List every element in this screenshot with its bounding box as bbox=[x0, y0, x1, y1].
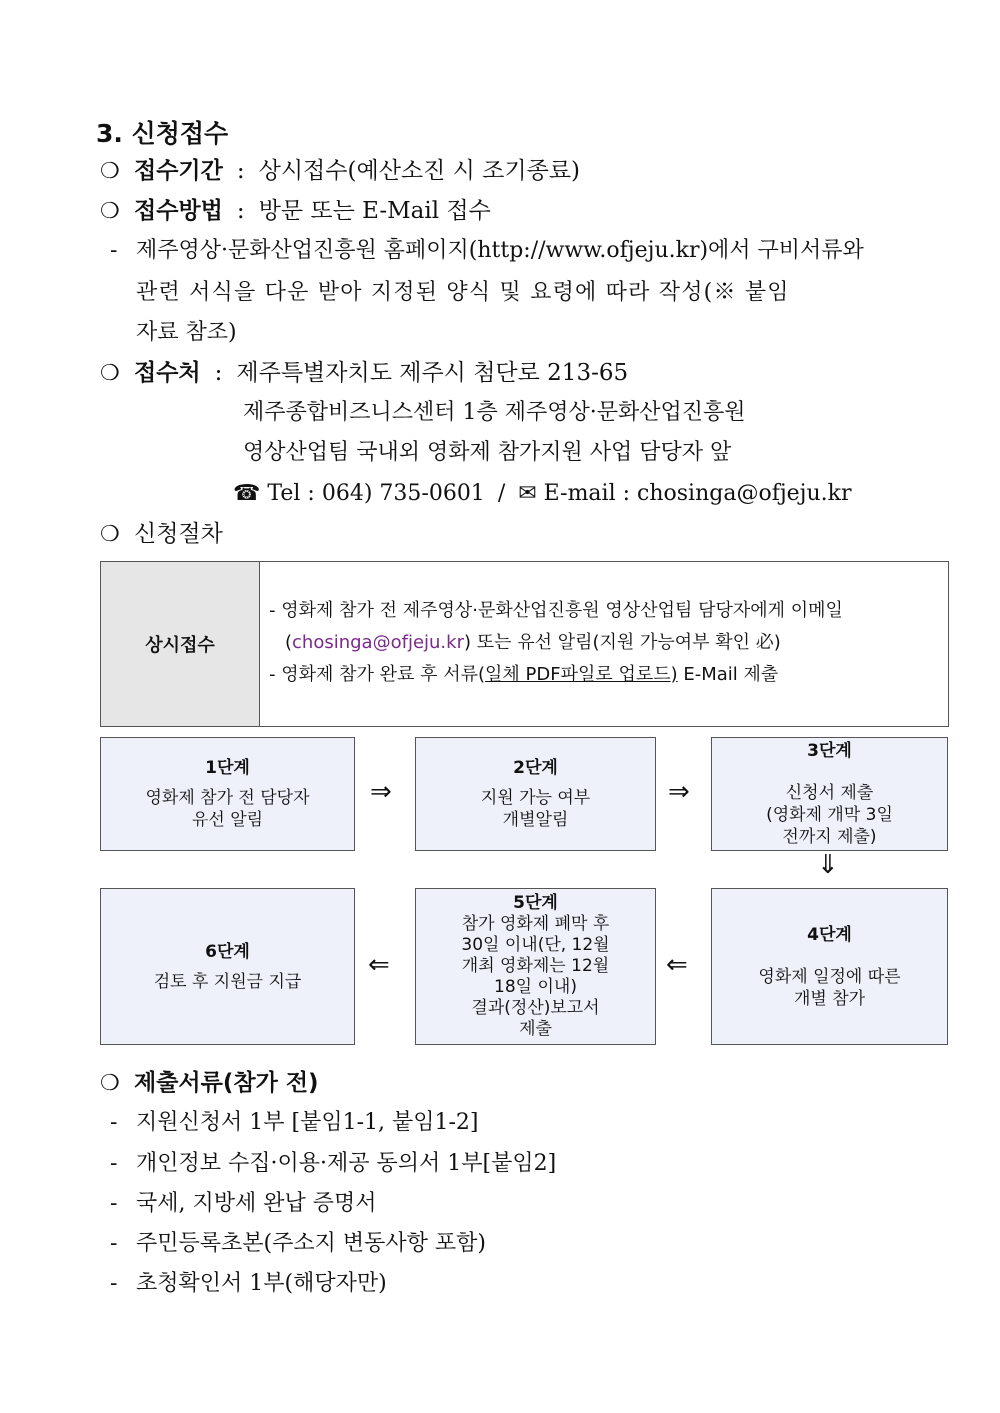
table-row-2 bbox=[269, 627, 843, 659]
method-row bbox=[100, 196, 491, 227]
step-6-box bbox=[100, 888, 355, 1045]
table-email-link[interactable]: chosinga@ofjeju.kr bbox=[292, 632, 464, 653]
table-row-3-post: E-Mail 제출 bbox=[677, 664, 779, 685]
step-6-title: 6단계 bbox=[205, 941, 250, 962]
phone-icon: ☎ bbox=[233, 481, 261, 506]
dash-bullet: - bbox=[110, 1151, 118, 1176]
method-label: 접수방법 bbox=[134, 198, 223, 224]
period-row bbox=[100, 156, 580, 187]
doc-item-text: 지원신청서 1부 [붙임1-1, 붙임1-2] bbox=[136, 1110, 479, 1135]
step-5-line-3: 개최 영화제는 12월 bbox=[461, 956, 610, 976]
paren-open: ( bbox=[285, 632, 293, 653]
step-5-title: 5단계 bbox=[513, 893, 558, 913]
doc-item bbox=[110, 1269, 387, 1299]
phone-text: Tel : 064) 735-0601 bbox=[267, 481, 485, 506]
contact-line bbox=[233, 479, 852, 509]
email-text[interactable]: E-mail : chosinga@ofjeju.kr bbox=[543, 481, 852, 506]
place-line-3: 영상산업팀 국내외 영화제 참가지원 사업 담당자 앞 bbox=[243, 440, 732, 465]
table-row-1: - 영화제 참가 전 제주영상·문화산업진흥원 영상산업팀 담당자에게 이메일 bbox=[269, 600, 843, 621]
dash-bullet: - bbox=[110, 238, 118, 263]
step-2-line-2: 개별알림 bbox=[502, 810, 569, 830]
step-4-box bbox=[711, 888, 948, 1045]
doc-item bbox=[110, 1229, 486, 1259]
colon: : bbox=[214, 360, 223, 386]
arrow-left-icon: ⇐ bbox=[368, 950, 390, 980]
step-1-line-1: 영화제 참가 전 담당자 bbox=[145, 788, 310, 808]
colon: : bbox=[236, 198, 245, 224]
circle-bullet-icon: ❍ bbox=[100, 361, 120, 386]
method-detail-1 bbox=[110, 236, 864, 266]
doc-item-text: 개인정보 수집·이용·제공 동의서 1부[붙임2] bbox=[136, 1151, 557, 1176]
circle-bullet-icon: ❍ bbox=[100, 1071, 120, 1096]
colon: : bbox=[236, 158, 245, 184]
table-right-cell bbox=[269, 595, 843, 691]
arrow-right-icon: ⇒ bbox=[668, 777, 690, 807]
method-detail-3: 자료 참조) bbox=[136, 320, 237, 345]
step-1-title: 1단계 bbox=[205, 758, 250, 778]
table-left-cell: 상시접수 bbox=[101, 562, 260, 726]
arrow-down-icon: ⇓ bbox=[817, 850, 839, 880]
circle-bullet-icon: ❍ bbox=[100, 199, 120, 224]
step-5-line-5: 결과(정산)보고서 bbox=[471, 998, 600, 1018]
dash-bullet: - bbox=[110, 1271, 118, 1296]
step-1-line-2: 유선 알림 bbox=[191, 810, 264, 830]
slash: / bbox=[497, 481, 506, 506]
doc-item bbox=[110, 1149, 556, 1179]
procedure-table bbox=[100, 561, 949, 727]
dash-bullet: - bbox=[110, 1110, 118, 1135]
table-row-3-underlined: 일체 PDF파일로 업로드) bbox=[485, 664, 678, 685]
doc-item-text: 주민등록초본(주소지 변동사항 포함) bbox=[136, 1231, 486, 1256]
place-label: 접수처 bbox=[134, 360, 201, 386]
step-3-line-1: 신청서 제출 bbox=[785, 783, 874, 803]
step-3-title: 3단계 bbox=[807, 741, 852, 761]
method-detail-text-1: 제주영상·문화산업진흥원 홈페이지(http://www.ofjeju.kr)에서 구비서류와 bbox=[136, 238, 864, 263]
step-3-box bbox=[711, 737, 948, 851]
step-5-line-6: 제출 bbox=[519, 1019, 552, 1039]
step-2-box bbox=[415, 737, 656, 851]
circle-bullet-icon: ❍ bbox=[100, 159, 120, 184]
doc-item bbox=[110, 1108, 479, 1138]
procedure-title: 신청절차 bbox=[134, 521, 223, 547]
method-value: 방문 또는 E-Mail 접수 bbox=[258, 198, 491, 224]
step-1-box bbox=[100, 737, 355, 851]
doc-item-text: 초청확인서 1부(해당자만) bbox=[136, 1271, 387, 1296]
step-5-line-1: 참가 영화제 폐막 후 bbox=[461, 914, 610, 934]
step-3-line-2: (영화제 개막 3일 bbox=[766, 805, 893, 825]
period-value: 상시접수(예산소진 시 조기종료) bbox=[258, 158, 581, 184]
arrow-left-icon: ⇐ bbox=[666, 950, 688, 980]
docs-title: 제출서류(참가 전) bbox=[134, 1070, 319, 1096]
step-4-line-2: 개별 참가 bbox=[793, 988, 866, 1009]
step-4-line-1: 영화제 일정에 따른 bbox=[758, 966, 901, 987]
step-5-box bbox=[415, 888, 656, 1045]
docs-row bbox=[100, 1068, 319, 1099]
section-title: 3. 신청접수 bbox=[96, 119, 229, 148]
step-2-line-1: 지원 가능 여부 bbox=[480, 788, 591, 808]
step-2-title: 2단계 bbox=[513, 758, 558, 778]
place-row bbox=[100, 358, 628, 389]
step-6-line-1: 검토 후 지원금 지급 bbox=[153, 971, 302, 992]
method-detail-2: 관련 서식을 다운 받아 지정된 양식 및 요령에 따라 작성(※ 붙임 bbox=[136, 280, 790, 305]
doc-item bbox=[110, 1189, 377, 1219]
procedure-row bbox=[100, 519, 223, 550]
place-line-1: 제주특별자치도 제주시 첨단로 213-65 bbox=[236, 360, 629, 386]
step-4-title: 4단계 bbox=[807, 924, 852, 945]
doc-item-text: 국세, 지방세 완납 증명서 bbox=[136, 1191, 377, 1216]
table-row-2-rest: ) 또는 유선 알림(지원 가능여부 확인 必) bbox=[463, 632, 781, 653]
place-line-2: 제주종합비즈니스센터 1층 제주영상·문화산업진흥원 bbox=[243, 400, 746, 425]
period-label: 접수기간 bbox=[134, 158, 223, 184]
table-row-3 bbox=[269, 659, 843, 691]
step-3-line-3: 전까지 제출) bbox=[782, 827, 877, 847]
step-5-line-4: 18일 이내) bbox=[494, 977, 577, 997]
dash-bullet: - bbox=[110, 1191, 118, 1216]
step-5-line-2: 30일 이내(단, 12월 bbox=[461, 935, 610, 955]
dash-bullet: - bbox=[110, 1231, 118, 1256]
circle-bullet-icon: ❍ bbox=[100, 522, 120, 547]
mail-icon: ✉ bbox=[518, 481, 537, 506]
table-row-3-pre: - 영화제 참가 완료 후 서류( bbox=[269, 664, 486, 685]
arrow-right-icon: ⇒ bbox=[370, 777, 392, 807]
